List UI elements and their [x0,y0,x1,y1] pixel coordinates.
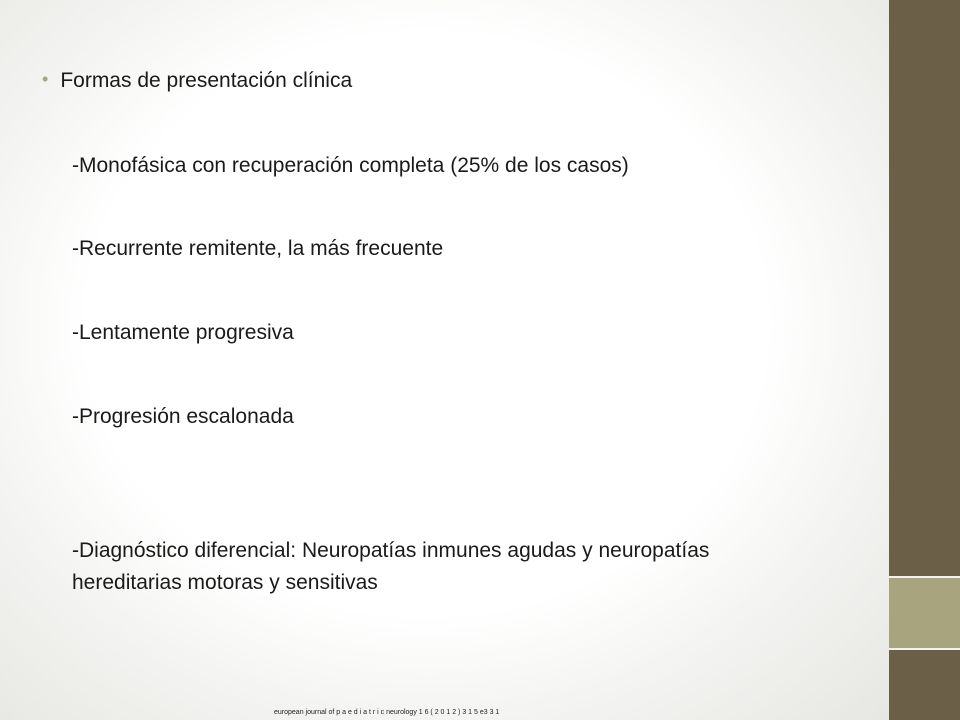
list-item: -Monofásica con recuperación completa (25% de los casos) [72,154,629,177]
sidebar-divider [889,648,960,650]
sidebar-band-middle [889,577,960,649]
bullet-icon: • [42,69,49,89]
bullet-heading-text: Formas de presentación clínica [60,69,353,92]
list-item: -Lentamente progresiva [72,321,294,344]
sidebar-divider [889,576,960,578]
sidebar-band-top [889,0,960,577]
list-item: -Diagnóstico diferencial: Neuropatías inmunes agudas y neuropatías hereditarias motoras y sensitivas [72,539,710,594]
citation-footnote: european journal of p a e d i a t r i c neurology 1 6 ( 2 0 1 2 ) 3 1 5 e3 3 1 [274,709,500,716]
bullet-heading [42,66,352,96]
list-item: -Recurrente remitente, la más frecuente [72,237,444,260]
sidebar-band-bottom [889,649,960,720]
list-item: -Progresión escalonada [72,405,294,428]
